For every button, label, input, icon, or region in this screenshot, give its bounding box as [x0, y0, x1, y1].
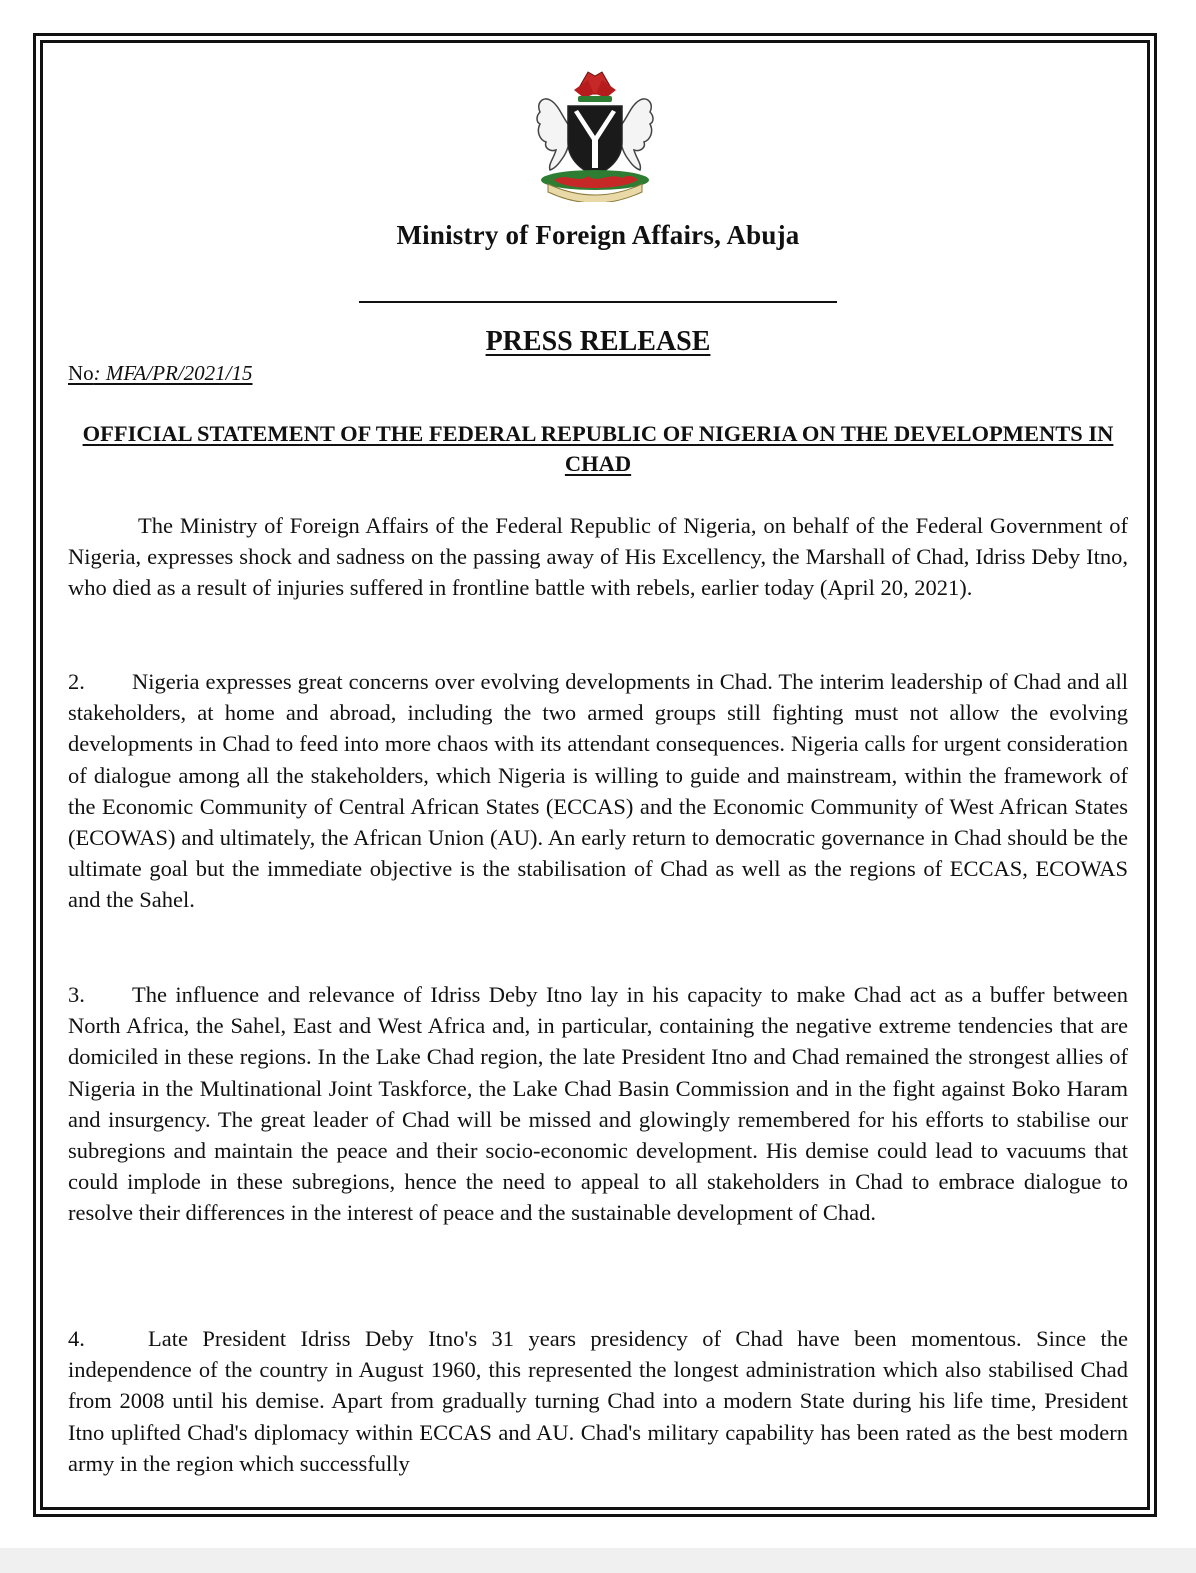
reference-value: : MFA/PR/2021/15: [93, 361, 253, 385]
paragraph-3-number: 3.: [68, 982, 85, 1007]
paragraph-1-text: The Ministry of Foreign Affairs of the Federal Republic of Nigeria, on behalf of the Federal Government of Nigeria, expresses shock and sadness on the passing away of His Excellency, the Marshall of Chad, Idriss Deby Itno, who died as a result of injuries suffered in frontline battle with rebels, earlier today (April 20, 2021).: [68, 513, 1128, 601]
reference-label: No: [68, 361, 94, 385]
statement-headline: OFFICIAL STATEMENT OF THE FEDERAL REPUBLIC OF NIGERIA ON THE DEVELOPMENTS IN CHAD: [82, 421, 1114, 476]
ministry-title: Ministry of Foreign Affairs, Abuja: [396, 220, 800, 250]
paragraph-3: [68, 979, 1128, 1229]
paragraph-2-number: 2.: [68, 669, 85, 694]
paragraph-3-text: The influence and relevance of Idriss Deby Itno lay in his capacity to make Chad act as a buffer between North Africa, the Sahel, East and West Africa and, in particular, containing the negative extreme tendencies that are domiciled in these regions. In the Lake Chad region, the late President Itno and Chad remained the strongest allies of Nigeria in the Multinational Joint Taskforce, the Lake Chad Basin Commission and in the fight against Boko Haram and insurgency. The great leader of Chad will be missed and glowingly remembered for his efforts to stabilise our subregions and maintain the peace and their socio-economic development. His demise could lead to vacuums that could implode in these subregions, hence the need to appeal to all stakeholders in Chad to embrace dialogue to resolve their differences in the interest of peace and the sustainable development of Chad.: [68, 982, 1128, 1226]
viewer-bottom-band: [0, 1548, 1196, 1573]
title-divider: [359, 301, 837, 303]
paragraph-4-number: 4.: [68, 1326, 85, 1351]
paragraph-2: [68, 666, 1128, 916]
paragraph-4: [68, 1323, 1128, 1479]
paragraph-2-text: Nigeria expresses great concerns over evolving developments in Chad. The interim leadership of Chad and all stakeholders, at home and abroad, including the two armed groups still fighting must not allow the evolving developments in Chad to feed into more chaos with its attendant consequences. Nigeria calls for urgent consideration of dialogue among all the stakeholders, which Nigeria is willing to guide and mainstream, within the framework of the Economic Community of Central African States (ECCAS) and the Economic Community of West African States (ECOWAS) and ultimately, the African Union (AU). An early return to democratic governance in Chad should be the ultimate goal but the immediate objective is the stabilisation of Chad as well as the regions of ECCAS, ECOWAS and the Sahel.: [68, 669, 1128, 913]
coat-of-arms-icon: [518, 64, 672, 202]
paragraph-4-text: Late President Idriss Deby Itno's 31 years presidency of Chad have been momentous. Since the independence of the country in August 1960, this represented the longest administration which also stabilised Chad from 2008 until his demise. Apart from gradually turning Chad into a modern State during his life time, President Itno uplifted Chad's diplomacy within ECCAS and AU. Chad's military capability has been rated as the best modern army in the region which successfully: [68, 1326, 1128, 1476]
press-release-heading: PRESS RELEASE: [485, 326, 711, 357]
paragraph-1: [68, 510, 1128, 604]
reference-number: [68, 361, 253, 386]
